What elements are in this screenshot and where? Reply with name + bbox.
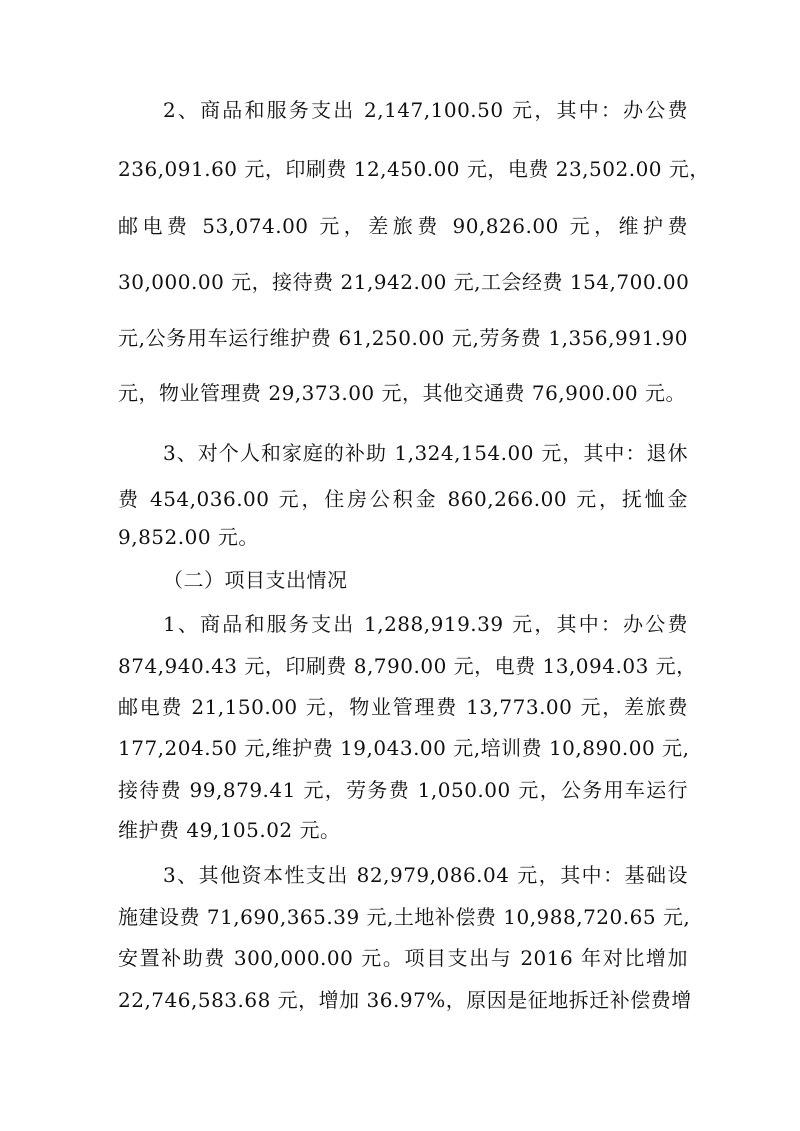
paragraph-line: 2、商品和服务支出 2,147,100.50 元，其中：办公费	[163, 98, 688, 122]
paragraph-line: 3、其他资本性支出 82,979,086.04 元，其中：基础设	[163, 863, 688, 887]
paragraph-line: 费 454,036.00 元，住房公积金 860,266.00 元，抚恤金	[118, 487, 688, 511]
section-heading: （二）项目支出情况	[163, 568, 348, 592]
paragraph-line: 3、对个人和家庭的补助 1,324,154.00 元，其中：退休	[163, 441, 688, 465]
paragraph-line: 1、商品和服务支出 1,288,919.39 元，其中：办公费	[163, 612, 688, 636]
paragraph-line: 22,746,583.68 元，增加 36.97%，原因是征地拆迁补偿费增	[118, 988, 692, 1012]
paragraph-line: 安置补助费 300,000.00 元。项目支出与 2016 年对比增加	[118, 946, 688, 970]
paragraph-line: 元,公务用车运行维护费 61,250.00 元,劳务费 1,356,991.90	[118, 326, 688, 350]
paragraph-line: 30,000.00 元，接待费 21,942.00 元,工会经费 154,700.00	[118, 270, 690, 294]
paragraph-line: 接待费 99,879.41 元，劳务费 1,050.00 元，公务用车运行	[118, 778, 688, 802]
paragraph-line: 236,091.60 元，印刷费 12,450.00 元，电费 23,502.00 元，	[118, 157, 710, 181]
paragraph-line: 9,852.00 元。	[118, 525, 259, 549]
paragraph-line: 邮电费 53,074.00 元，差旅费 90,826.00 元，维护费	[118, 214, 688, 238]
paragraph-line: 邮电费 21,150.00 元，物业管理费 13,773.00 元，差旅费	[118, 695, 688, 719]
paragraph-line: 施建设费 71,690,365.39 元,土地补偿费 10,988,720.65 元,	[118, 905, 691, 929]
paragraph-line: 177,204.50 元,维护费 19,043.00 元,培训费 10,890.00 元,	[118, 736, 690, 760]
paragraph-line: 元，物业管理费 29,373.00 元，其他交通费 76,900.00 元。	[118, 381, 687, 405]
paragraph-line: 874,940.43 元，印刷费 8,790.00 元，电费 13,094.03 元，	[118, 654, 697, 678]
paragraph-line: 维护费 49,105.02 元。	[118, 818, 341, 842]
